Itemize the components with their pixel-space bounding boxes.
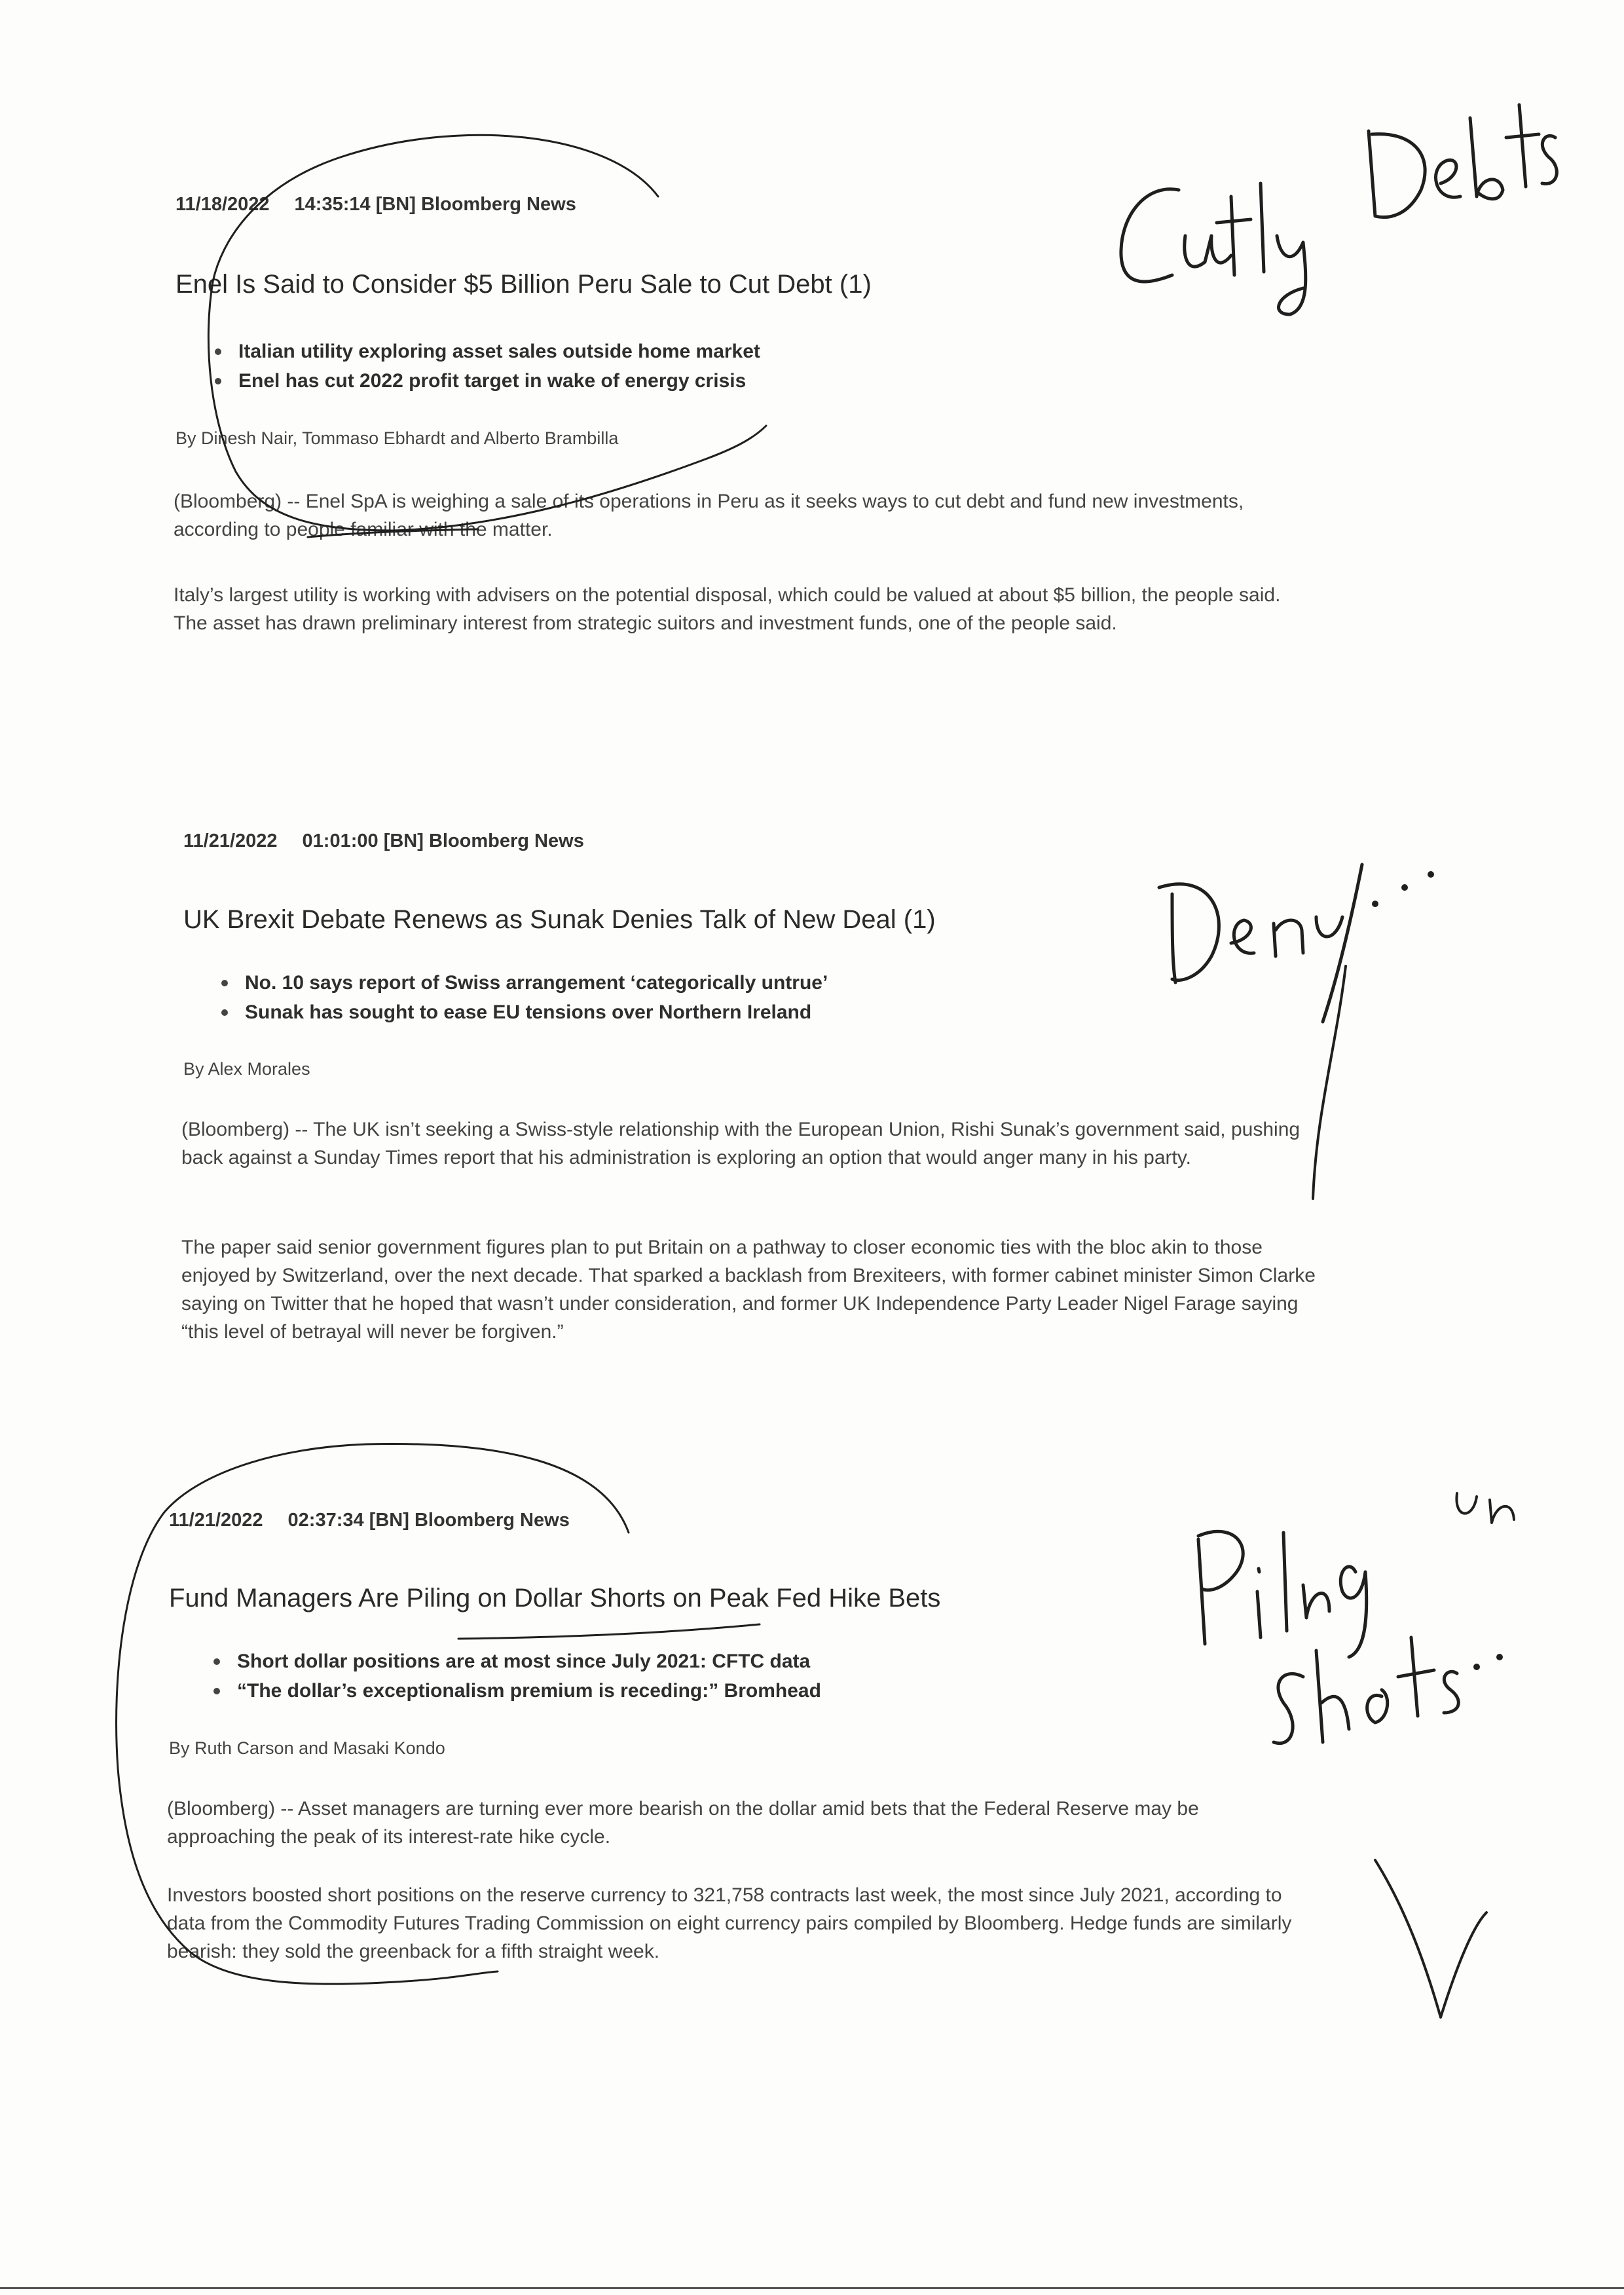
article-paragraph: (Bloomberg) -- The UK isn’t seeking a Swiss-style relationship with the European Union, Rishi Sunak’s government said, pushing back against a Sunday Times report that his administration is exploring an option that would anger many in his party. xyxy=(181,1119,1301,1168)
bullet-item: Italian utility exploring asset sales outside home market xyxy=(211,337,760,366)
article-paragraph: (Bloomberg) -- Asset managers are turning ever more bearish on the dollar amid bets that the Federal Reserve may be approaching the peak of its interest-rate hike cycle. xyxy=(167,1798,1199,1848)
bullet-item: Short dollar positions are at most since July 2021: CFTC data xyxy=(210,1647,821,1676)
bullet-item: Enel has cut 2022 profit target in wake of energy crisis xyxy=(211,366,760,396)
handwritten-note-cutting-debts xyxy=(1121,105,1557,314)
article-byline: By Ruth Carson and Masaki Kondo xyxy=(169,1738,445,1758)
article-dateline xyxy=(169,1510,570,1531)
article-byline: By Dinesh Nair, Tommaso Ebhardt and Alberto Brambilla xyxy=(175,428,619,448)
article-date: 11/21/2022 xyxy=(183,830,278,851)
article-headline: Fund Managers Are Piling on Dollar Shorts on Peak Fed Hike Bets xyxy=(169,1584,941,1613)
article-time-source: 01:01:00 [BN] Bloomberg News xyxy=(302,830,584,851)
article-dateline xyxy=(175,194,576,215)
bullet-item: Sunak has sought to ease EU tensions over Northern Ireland xyxy=(217,998,828,1027)
scan-edge-line xyxy=(0,2287,1624,2289)
article-headline: Enel Is Said to Consider $5 Billion Peru Sale to Cut Debt (1) xyxy=(175,270,872,299)
annotation-text: Piling on Shorts... xyxy=(1198,1768,1204,1769)
article-byline: By Alex Morales xyxy=(183,1059,310,1079)
bullet-item: No. 10 says report of Swiss arrangement ‘categorically untrue’ xyxy=(217,968,828,998)
article-headline: UK Brexit Debate Renews as Sunak Denies Talk of New Deal (1) xyxy=(183,905,936,934)
article-bullets xyxy=(217,968,828,1027)
article-time-source: 14:35:14 [BN] Bloomberg News xyxy=(294,194,576,215)
article-paragraph: Italy’s largest utility is working with advisers on the potential disposal, which could be valued at about $5 billion, the people said. The asset has drawn preliminary interest from strategic suitors and investment funds, one of the people said. xyxy=(174,584,1281,634)
article-paragraph: (Bloomberg) -- Enel SpA is weighing a sale of its operations in Peru as it seeks ways to cut debt and fund new investments, according to people familiar with the matter. xyxy=(174,491,1244,540)
article-date: 11/21/2022 xyxy=(169,1510,263,1531)
article-paragraph: The paper said senior government figures plan to put Britain on a pathway to closer economic ties with the bloc akin to those enjoyed by Switzerland, over the next decade. That sparked a backlash from Brexiteers, with former cabinet minister Simon Clarke saying on Twitter that he hoped that wasn’t under consideration, and former UK Independence Party Leader Nigel Farage saying “this level of betrayal will never be forgiven.” xyxy=(181,1237,1316,1343)
article-date: 11/18/2022 xyxy=(175,194,270,215)
pen-underline-mark xyxy=(458,1624,760,1639)
bullet-item: “The dollar’s exceptionalism premium is receding:” Bromhead xyxy=(210,1676,821,1706)
article-bullets xyxy=(211,337,760,396)
article-paragraph: Investors boosted short positions on the reserve currency to 321,758 contracts last week, the most since July 2021, according to data from the Commodity Futures Trading Commission on eight currency pairs compiled by Bloomberg. Hedge funds are similarly bearish: they sold the greenback for a fifth straight week. xyxy=(167,1884,1292,1962)
article-time-source: 02:37:34 [BN] Bloomberg News xyxy=(287,1510,570,1531)
article-bullets xyxy=(210,1647,821,1706)
article-dateline xyxy=(183,830,584,852)
